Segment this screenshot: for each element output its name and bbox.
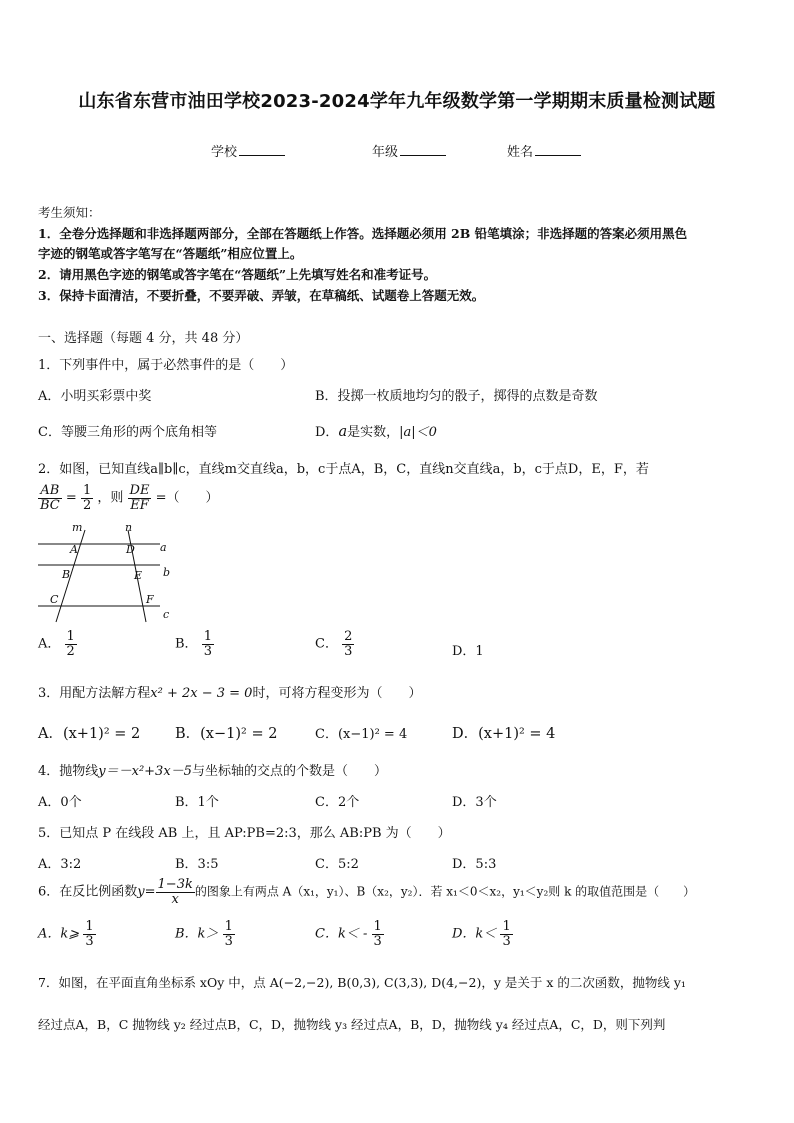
q6-stem-b: 的图象上有两点 A（x₁，y₁）、B（x₂，y₂）．若 x₁＜0＜x₂，y₁＜y₂则 k 的取值范围是（ ） xyxy=(194,884,696,899)
name-field xyxy=(507,141,581,160)
q6-option-d xyxy=(452,920,513,948)
notice-heading: 考生须知： xyxy=(38,205,101,220)
label-B: B xyxy=(62,568,71,581)
q6-a-den: 3 xyxy=(85,933,94,949)
page-title: 山东省东营市油田学校2023-2024学年九年级数学第一学期期末质量检测试题 xyxy=(78,91,716,112)
q6-y-eq: y= xyxy=(137,884,156,900)
q6-c-den: 3 xyxy=(373,933,382,949)
q6-b-label: B．k＞ xyxy=(175,926,219,942)
q3-stem xyxy=(38,682,421,701)
q2-eq2: =（ ） xyxy=(155,490,219,506)
q3-equation: x² + 2x − 3 = 0 xyxy=(150,686,253,701)
q2-frac1-num: AB xyxy=(38,484,62,499)
q1-d-prefix: D． xyxy=(315,425,339,440)
school-blank xyxy=(239,143,285,156)
q4-stem-a: 4．抛物线 xyxy=(38,764,99,779)
notice-item-3: 3．保持卡面清洁，不要折叠，不要弄破、弄皱，在草稿纸、试题卷上答题无效。 xyxy=(38,288,485,303)
q2-figure xyxy=(36,520,176,624)
grade-label: 年级 xyxy=(372,145,399,160)
section-heading: 一、选择题（每题 4 分，共 48 分） xyxy=(38,331,249,346)
q1-option-a: A．小明买彩票中奖 xyxy=(38,389,152,404)
q7-line-2: 经过点A，B，C 抛物线 y₂ 经过点B，C，D，抛物线 y₃ 经过点A，B，D，抛物线 y₄ 经过点A，C，D，则下列判 xyxy=(38,1017,666,1032)
q3-stem-b: 时，可将方程变形为（ ） xyxy=(252,686,422,701)
q5-stem: 5．已知点 P 在线段 AB 上，且 AP:PB=2:3，那么 AB:PB 为（ ） xyxy=(38,826,451,841)
label-b: b xyxy=(163,566,171,579)
q1-d-var: a xyxy=(338,424,348,440)
label-A: A xyxy=(70,543,78,556)
q6-stem xyxy=(38,878,695,906)
q6-a-frac xyxy=(83,920,95,948)
q2-b-label: B． xyxy=(175,636,198,652)
q2-option-d: D．1 xyxy=(452,644,484,659)
q3-stem-a: 3．用配方法解方程 xyxy=(38,686,151,701)
q1-d-abs: |a|＜0 xyxy=(399,425,437,440)
q3-option-d: D．(x+1)² = 4 xyxy=(452,726,556,742)
q2-c-den: 3 xyxy=(344,643,353,659)
q2-stem: 2．如图，已知直线a∥b∥c，直线m交直线a，b，c于点A，B，C，直线n交直线a，b，c于点D，E，F，若 xyxy=(38,462,649,477)
q6-option-b xyxy=(175,920,235,948)
q2-ratio xyxy=(38,484,218,512)
q7-line-1: 7．如图，在平面直角坐标系 xOy 中，点 A(−2,−2), B(0,3), C(3,3), D(4,−2)，y 是关于 x 的二次函数，抛物线 y₁ xyxy=(38,975,686,990)
q6-c-num: 1 xyxy=(373,919,382,934)
q6-option-c xyxy=(315,920,384,948)
q2-frac2-num: 1 xyxy=(82,483,92,498)
label-m: m xyxy=(72,521,83,534)
q5-option-c: C．5:2 xyxy=(315,857,359,872)
label-C: C xyxy=(50,593,59,606)
q4-option-b: B．1个 xyxy=(175,795,219,810)
q2-frac3-den: EF xyxy=(130,497,149,513)
q2-a-label: A． xyxy=(38,636,61,652)
q6-b-frac xyxy=(223,920,235,948)
q6-c-label: C．k＜ - xyxy=(315,926,368,942)
q2-c-frac xyxy=(342,630,354,658)
label-F: F xyxy=(146,593,154,606)
q2-frac-half xyxy=(81,484,93,512)
q4-option-a: A．0个 xyxy=(38,795,82,810)
q3-option-a: A．(x+1)² = 2 xyxy=(38,726,141,742)
name-blank xyxy=(535,143,581,156)
q6-d-num: 1 xyxy=(502,919,511,934)
q3-option-b: B．(x−1)² = 2 xyxy=(175,726,278,742)
q2-c-num: 2 xyxy=(344,629,353,644)
q2-b-den: 3 xyxy=(203,643,212,659)
q6-c-frac xyxy=(372,920,384,948)
q1-option-c: C．等腰三角形的两个底角相等 xyxy=(38,425,217,440)
q6-stem-a: 6．在反比例函数 xyxy=(38,884,138,900)
q2-b-frac xyxy=(202,630,214,658)
label-E: E xyxy=(134,569,143,582)
q6-frac-num: 1−3k xyxy=(157,877,193,892)
label-D: D xyxy=(126,543,135,556)
q2-c-label: C． xyxy=(315,636,338,652)
q2-eq1: = xyxy=(65,490,77,506)
q2-frac3-num: DE xyxy=(129,483,150,498)
q6-d-den: 3 xyxy=(502,933,511,949)
q2-then: ，则 xyxy=(97,490,124,506)
grade-field xyxy=(372,141,446,160)
notice-item-1a: 1．全卷分选择题和非选择题两部分，全部在答题纸上作答。选择题必须用 2B 铅笔填涂；非选择题的答案必须用黑色 xyxy=(38,226,688,241)
q2-frac1-den: BC xyxy=(40,497,60,513)
q4-stem-b: 与坐标轴的交点的个数是（ ） xyxy=(191,764,387,779)
q6-frac-den: x xyxy=(171,891,179,907)
q6-b-num: 1 xyxy=(224,919,233,934)
q4-option-c: C．2个 xyxy=(315,795,360,810)
notice-item-2: 2．请用黑色字迹的钢笔或答字笔在“答题纸”上先填写姓名和准考证号。 xyxy=(38,267,437,282)
q6-a-label: A．k⩾ xyxy=(38,926,80,942)
q1-stem: 1．下列事件中，属于必然事件的是（ ） xyxy=(38,358,294,373)
label-a: a xyxy=(160,541,167,554)
notice-item-1b: 字迹的钢笔或答字笔写在“答题纸”相应位置上。 xyxy=(38,246,303,261)
q5-option-a: A．3:2 xyxy=(38,857,82,872)
q6-d-frac xyxy=(500,920,512,948)
q2-a-num: 1 xyxy=(66,629,75,644)
q1-d-mid: 是实数， xyxy=(347,425,400,440)
q3-option-c: C．(x−1)² = 4 xyxy=(315,727,408,742)
q4-option-d: D．3个 xyxy=(452,795,497,810)
q2-b-num: 1 xyxy=(203,629,212,644)
q6-b-den: 3 xyxy=(224,933,233,949)
q5-option-d: D．5:3 xyxy=(452,857,497,872)
q6-a-num: 1 xyxy=(85,919,94,934)
q4-stem xyxy=(38,760,387,779)
q6-d-label: D．k＜ xyxy=(452,926,497,942)
name-label: 姓名 xyxy=(507,145,534,160)
q4-expr: y＝－x²+3x－5 xyxy=(98,764,192,779)
grade-blank xyxy=(400,143,446,156)
q2-frac2-den: 2 xyxy=(82,497,92,513)
q1-option-b: B．投掷一枚质地均匀的骰子，掷得的点数是奇数 xyxy=(315,389,598,404)
q5-option-b: B．3:5 xyxy=(175,857,219,872)
q2-option-c xyxy=(315,630,354,658)
q2-option-a xyxy=(38,630,77,658)
school-label: 学校 xyxy=(211,145,238,160)
q6-option-a xyxy=(38,920,96,948)
q2-a-den: 2 xyxy=(66,643,75,659)
label-c: c xyxy=(163,608,170,621)
q6-frac xyxy=(156,878,195,906)
school-field xyxy=(211,141,285,160)
q2-option-b xyxy=(175,630,214,658)
label-n: n xyxy=(125,521,133,534)
q2-frac-de-ef xyxy=(128,484,152,512)
q1-option-d xyxy=(315,421,437,440)
q2-a-frac xyxy=(65,630,77,658)
q2-frac-ab-bc xyxy=(38,484,62,512)
